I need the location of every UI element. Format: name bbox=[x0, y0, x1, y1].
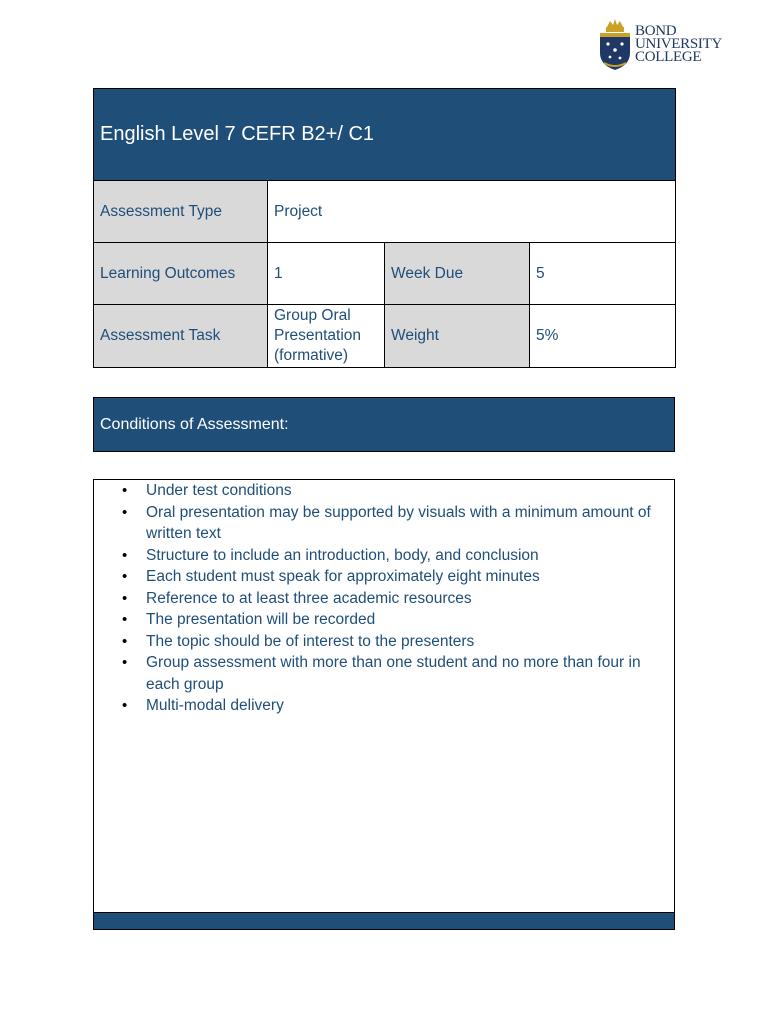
conditions-list-box bbox=[93, 479, 675, 930]
weight-value: 5% bbox=[530, 305, 676, 368]
weight-label: Weight bbox=[385, 305, 530, 368]
list-item: • Group assessment with more than one student and no more than four in each group bbox=[146, 652, 666, 695]
week-due-value: 5 bbox=[530, 243, 676, 305]
list-item: • Each student must speak for approximately eight minutes bbox=[146, 566, 666, 588]
assessment-type-value: Project bbox=[268, 181, 676, 243]
assessment-type-label: Assessment Type bbox=[94, 181, 268, 243]
list-item: • Oral presentation may be supported by visuals with a minimum amount of written text bbox=[146, 502, 666, 545]
assessment-task-value: Group Oral Presentation (formative) bbox=[268, 305, 385, 368]
bond-university-college-logo bbox=[598, 15, 728, 73]
course-title: English Level 7 CEFR B2+/ C1 bbox=[94, 89, 676, 181]
logo-line: BOND bbox=[635, 22, 677, 39]
assessment-summary-table bbox=[93, 88, 675, 368]
assessment-task-label: Assessment Task bbox=[94, 305, 268, 368]
learning-outcomes-label: Learning Outcomes bbox=[94, 243, 268, 305]
list-item: • Multi-modal delivery bbox=[146, 695, 666, 717]
logo-wordmark bbox=[635, 22, 722, 65]
list-item: • Structure to include an introduction, body, and conclusion bbox=[146, 545, 666, 567]
footer-bar bbox=[94, 912, 674, 929]
learning-outcomes-value: 1 bbox=[268, 243, 385, 305]
logo-line: UNIVERSITY bbox=[635, 35, 722, 52]
university-crest-icon bbox=[598, 17, 632, 71]
week-due-label: Week Due bbox=[385, 243, 530, 305]
list-item: • Under test conditions bbox=[146, 480, 666, 502]
conditions-list bbox=[94, 480, 674, 717]
logo-line: COLLEGE bbox=[635, 48, 702, 65]
list-item: • The presentation will be recorded bbox=[146, 609, 666, 631]
list-item: • Reference to at least three academic resources bbox=[146, 588, 666, 610]
list-item: • The topic should be of interest to the presenters bbox=[146, 631, 666, 653]
conditions-heading: Conditions of Assessment: bbox=[93, 397, 675, 452]
